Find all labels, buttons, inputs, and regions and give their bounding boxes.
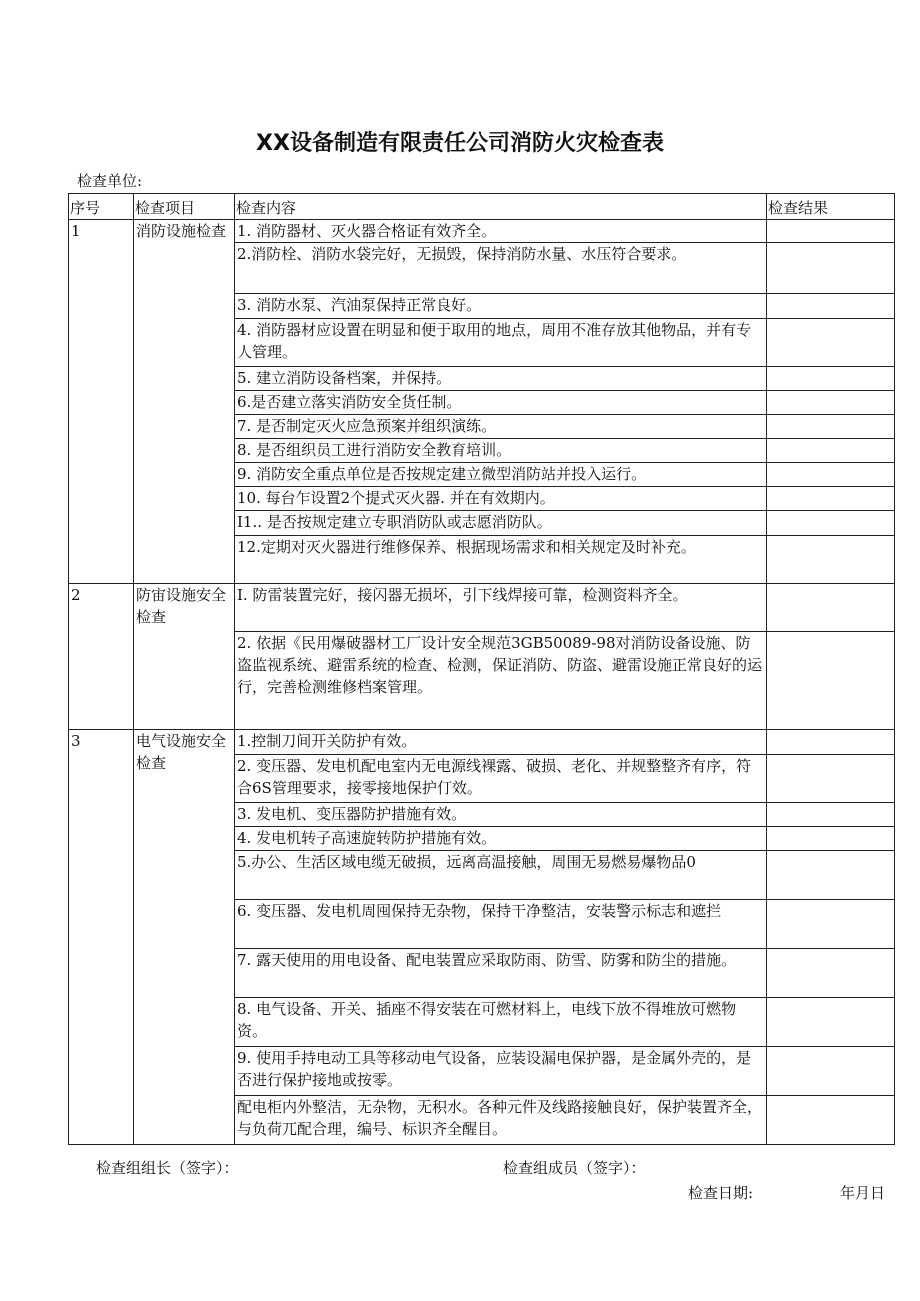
inspection-date-label: 检查日期:	[688, 1184, 754, 1202]
result-cell[interactable]	[767, 319, 895, 367]
member-signature-label: 检查组成员（签字）：	[503, 1159, 646, 1177]
section-category: 防宙设施安全检查	[134, 584, 235, 730]
result-cell[interactable]	[767, 851, 895, 900]
section-category: 电气设施安全检查	[134, 730, 235, 1145]
check-item: 9. 使用手持电动工具等移动电气设备，应装设漏电保护器，是金属外壳的，是否进行保护接地或按零。	[235, 1047, 767, 1096]
result-cell[interactable]	[767, 220, 895, 243]
check-item: 1.控制刀间开关防护有效。	[235, 730, 767, 755]
section-no: 1	[69, 220, 134, 584]
check-item: 6.是否建立落实消防安全货任制。	[235, 391, 767, 415]
result-cell[interactable]	[767, 439, 895, 463]
result-cell[interactable]	[767, 294, 895, 319]
check-item: 2. 依据《民用爆破器材工厂设计安全规范3GB50089-98对消防设备设施、防盗监视系统、避雷系统的检查、检测，保证消防、防盗、避雷设施正常良好的运行，完善检测维修档案管理。	[235, 632, 767, 730]
result-cell[interactable]	[767, 900, 895, 949]
check-item: 7. 是否制定灭火应急预案并组织演练。	[235, 415, 767, 439]
header-item: 检查项目	[134, 194, 235, 220]
result-cell[interactable]	[767, 415, 895, 439]
check-item: 2.消防栓、消防水袋完好，无损毁，保持消防水量、水压符合要求。	[235, 243, 767, 294]
result-cell[interactable]	[767, 949, 895, 998]
check-item: 2. 变压器、发电机配电室内无电源线裸露、破损、老化、并规整整齐有序，符合6S管理要求，接零接地保护仃效。	[235, 755, 767, 803]
check-item: I1.. 是否按规定建立专职消防队或志愿消防队。	[235, 511, 767, 536]
table-row	[69, 730, 895, 755]
result-cell[interactable]	[767, 243, 895, 294]
check-item: 10. 每台乍设置2个提式灭火器. 并在有效期内。	[235, 487, 767, 511]
result-cell[interactable]	[767, 730, 895, 755]
check-item: 12.定期对灭火器进行维修保养、根据现场需求和相关规定及时补充。	[235, 536, 767, 584]
check-item: 5. 建立消防设备档案，并保持。	[235, 367, 767, 391]
inspection-date-value: 年月日	[840, 1184, 886, 1202]
result-cell[interactable]	[767, 803, 895, 827]
check-item: 5.办公、生活区域电缆无破损，远离高温接触，周围无易燃易爆物品0	[235, 851, 767, 900]
check-item: 8. 电气设备、开关、插座不得安装在可燃材料上，电线下放不得堆放可燃物资。	[235, 998, 767, 1047]
result-cell[interactable]	[767, 511, 895, 536]
result-cell[interactable]	[767, 584, 895, 632]
table-header-row	[69, 194, 895, 220]
check-item: 4. 发电机转子高速旋转防护措施有效。	[235, 827, 767, 851]
header-no: 序号	[69, 194, 134, 220]
section-no: 3	[69, 730, 134, 1145]
result-cell[interactable]	[767, 632, 895, 730]
check-item: 3. 消防水泵、汽油泵保持正常良好。	[235, 294, 767, 319]
leader-signature-label: 检查组组长（签字）：	[96, 1159, 239, 1177]
result-cell[interactable]	[767, 391, 895, 415]
inspection-unit-label: 检查单位:	[77, 172, 143, 190]
section-category: 消防设施检查	[134, 220, 235, 584]
check-item: 6. 变压器、发电机周囤保持无杂物，保持干净整洁，安装警示标志和遮拦	[235, 900, 767, 949]
inspection-table	[68, 193, 895, 1145]
check-item: 配电柜内外整洁，无杂物，无积水。各种元件及线路接触良好，保护装置齐全，与负荷兀配合理，编号、标识齐全醒目。	[235, 1096, 767, 1145]
result-cell[interactable]	[767, 1047, 895, 1096]
form-title: XX设备制造有限责任公司消防火灾检查表	[256, 131, 664, 156]
check-item: 3. 发电机、变压器防护措施有效。	[235, 803, 767, 827]
header-content: 检查内容	[235, 194, 767, 220]
table-row	[69, 584, 895, 632]
check-item: 9. 消防安全重点单位是否按规定建立微型消防站并投入运行。	[235, 463, 767, 487]
section-no: 2	[69, 584, 134, 730]
result-cell[interactable]	[767, 463, 895, 487]
result-cell[interactable]	[767, 998, 895, 1047]
result-cell[interactable]	[767, 755, 895, 803]
check-item: 8. 是否组织员工进行消防安全教育培训。	[235, 439, 767, 463]
check-item: I. 防雷装置完好，接闪器无损坏，引下线焊接可靠，检测资料齐全。	[235, 584, 767, 632]
result-cell[interactable]	[767, 1096, 895, 1145]
check-item: 1. 消防器材、灭火器合格证有效齐全。	[235, 220, 767, 243]
header-result: 检查结果	[767, 194, 895, 220]
result-cell[interactable]	[767, 487, 895, 511]
result-cell[interactable]	[767, 367, 895, 391]
check-item: 4. 消防器材应设置在明显和便于取用的地点，周用不准存放其他物品，并有专人管理。	[235, 319, 767, 367]
table-row	[69, 220, 895, 243]
result-cell[interactable]	[767, 536, 895, 584]
result-cell[interactable]	[767, 827, 895, 851]
check-item: 7. 露天使用的用电设备、配电装置应采取防雨、防雪、防雾和防尘的措施。	[235, 949, 767, 998]
